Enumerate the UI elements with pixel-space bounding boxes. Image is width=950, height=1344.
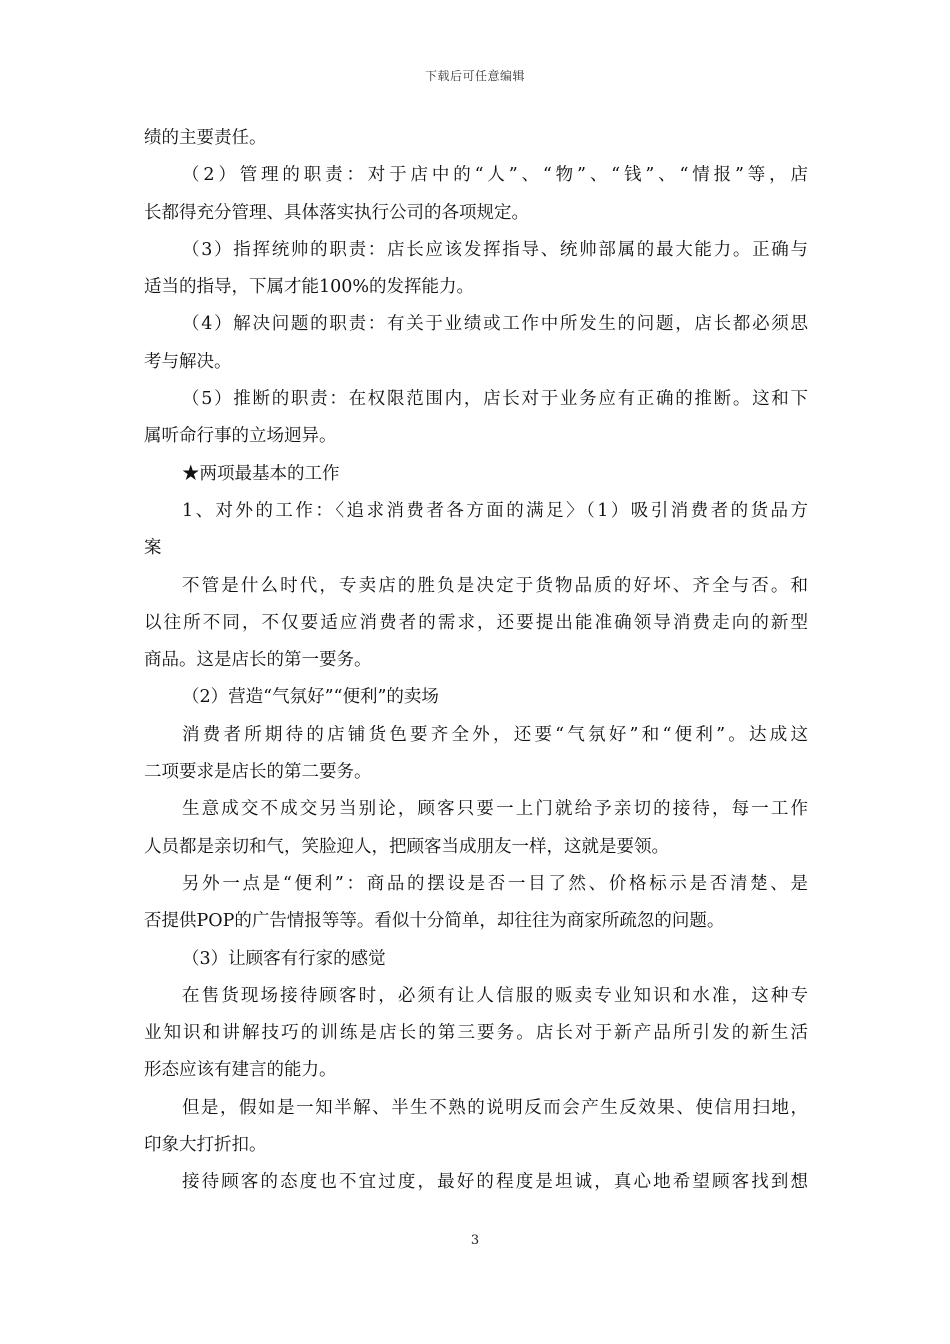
paragraph-line: 属听命行事的立场迥异。: [144, 426, 337, 447]
paragraph-line: 绩的主要责任。: [144, 128, 267, 148]
paragraph-line: 1、对外的工作：〈追求消费者各方面的满足〉（1）吸引消费者的货品方: [182, 500, 808, 521]
document-body: [144, 120, 808, 1202]
paragraph-line: 业知识和讲解技巧的训练是店长的第三要务。店长对于新产品所引发的新生活: [144, 1023, 808, 1044]
paragraph-line: 印象大打折扣。: [144, 1135, 267, 1156]
paragraph-line: 案: [144, 538, 162, 559]
paragraph-line: 在售货现场接待顾客时，必须有让人信服的贩卖专业知识和水准，这种专: [182, 985, 808, 1006]
paragraph-line: 但是，假如是一知半解、半生不熟的说明反而会产生反效果、使信用扫地，: [182, 1097, 808, 1118]
paragraph-line: 接待顾客的态度也不宜过度，最好的程度是坦诚，真心地希望顾客找到想: [182, 1172, 808, 1193]
paragraph-line: 适当的指导，下属才能100%的发挥能力。: [144, 277, 475, 298]
subsection-heading: （2）营造“气氛好”“便利”的卖场: [182, 687, 439, 708]
paragraph-line: （5）推断的职责：在权限范围内，店长对于业务应有正确的推断。这和下: [182, 389, 808, 410]
paragraph-line: 考与解决。: [144, 351, 232, 372]
paragraph-line: 二项要求是店长的第二要务。: [144, 762, 372, 783]
paragraph-line: 人员都是亲切和气，笑脸迎人，把顾客当成朋友一样，这就是要领。: [144, 836, 669, 857]
paragraph-line: 不管是什么时代，专卖店的胜负是决定于货物品质的好坏、齐全与否。和: [182, 575, 808, 596]
section-heading: ★两项最基本的工作: [182, 463, 340, 484]
subsection-heading: （3）让顾客有行家的感觉: [182, 948, 386, 969]
paragraph-line: 消费者所期待的店铺货色要齐全外，还要“气氛好”和“便利”。达成这: [182, 724, 808, 745]
paragraph-line: 否提供POP的广告情报等等。看似十分简单，却往往为商家所疏忽的问题。: [144, 911, 725, 932]
paragraph-line: （2）管理的职责：对于店中的“人”、“物”、“钱”、“情报”等，店: [182, 165, 808, 186]
page-header-note: 下载后可任意编辑: [424, 69, 525, 83]
paragraph-line: 长都得充分管理、具体落实执行公司的各项规定。: [144, 202, 529, 223]
paragraph-line: 以往所不同，不仅要适应消费者的需求，还要提出能准确领导消费走向的新型: [144, 612, 808, 633]
page-number: 3: [470, 1233, 480, 1248]
paragraph-line: （3）指挥统帅的职责：店长应该发挥指导、统帅部属的最大能力。正确与: [182, 239, 808, 260]
paragraph-line: 生意成交不成交另当别论，顾客只要一上门就给予亲切的接待，每一工作: [182, 799, 808, 820]
paragraph-line: 形态应该有建言的能力。: [144, 1060, 337, 1081]
paragraph-line: （4）解决问题的职责：有关于业绩或工作中所发生的问题，店长都必须思: [182, 314, 808, 335]
paragraph-line: 商品。这是店长的第一要务。: [144, 650, 372, 671]
paragraph-line: 另外一点是“便利”：商品的摆设是否一目了然、价格标示是否清楚、是: [182, 873, 808, 894]
